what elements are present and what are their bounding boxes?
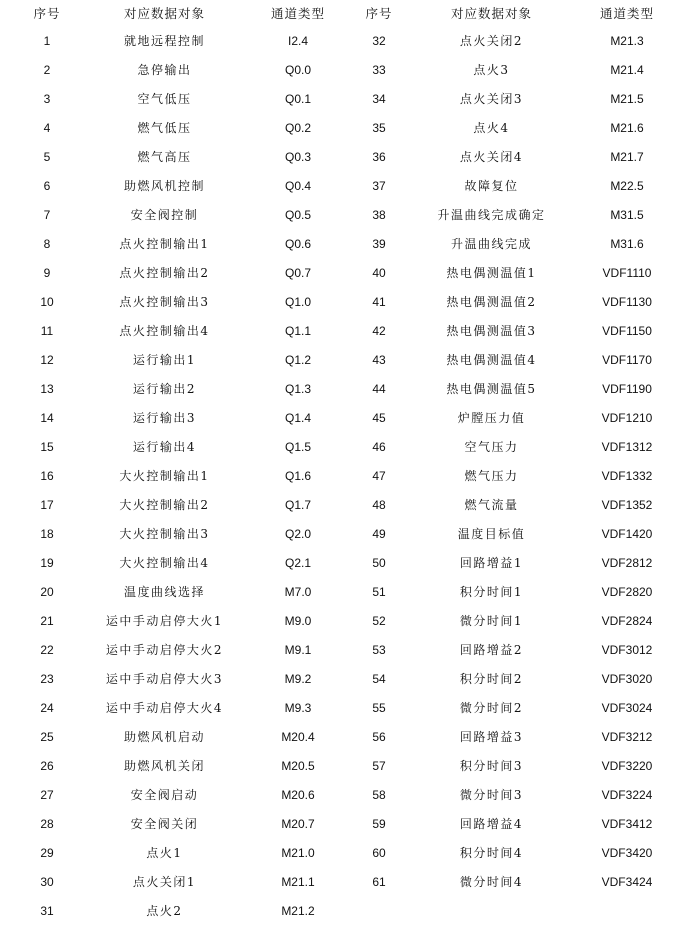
- table-row: [12, 635, 680, 664]
- cell-channel-2: VDF1332: [601, 468, 653, 483]
- cell-object: 运中手动启停大火3: [105, 672, 224, 686]
- cell-object: 点火控制输出3: [119, 295, 210, 309]
- cell-index: 25: [40, 729, 54, 744]
- cell-object: 助燃风机控制: [123, 179, 205, 193]
- cell-object: 助燃风机关闭: [123, 759, 205, 773]
- cell-channel-2: [574, 896, 680, 925]
- table-row: [12, 722, 680, 751]
- header-object-2: 对应数据对象: [450, 6, 532, 21]
- cell-object-2: 积分时间2: [459, 672, 524, 686]
- table-row: [12, 519, 680, 548]
- cell-object-2: 微分时间3: [459, 788, 524, 802]
- cell-object-2: 微分时间2: [459, 701, 524, 715]
- cell-channel: M21.1: [281, 874, 315, 889]
- cell-channel-2: VDF1420: [601, 526, 653, 541]
- cell-channel-2: VDF1190: [602, 381, 652, 396]
- cell-index-2: 54: [372, 671, 386, 686]
- cell-object-2: 热电偶测温值4: [446, 353, 537, 367]
- cell-channel: Q2.0: [284, 526, 311, 541]
- cell-index-2: [349, 896, 409, 925]
- cell-index: 19: [40, 555, 54, 570]
- cell-object-2: 积分时间4: [459, 846, 524, 860]
- cell-channel-2: VDF2824: [601, 613, 653, 628]
- cell-index: 9: [43, 265, 51, 280]
- cell-object-2: [409, 896, 574, 925]
- cell-index: 16: [40, 468, 54, 483]
- cell-index: 10: [40, 294, 54, 309]
- cell-object-2: 燃气流量: [464, 498, 519, 512]
- cell-index-2: 35: [372, 120, 386, 135]
- cell-channel: Q0.1: [284, 91, 311, 106]
- cell-index: 17: [40, 497, 54, 512]
- cell-channel-2: VDF3412: [601, 816, 653, 831]
- cell-channel: M21.2: [281, 903, 315, 918]
- cell-object: 运行输出2: [132, 382, 197, 396]
- io-mapping-table: [12, 0, 680, 925]
- cell-index-2: 49: [372, 526, 386, 541]
- cell-channel: Q0.3: [284, 149, 311, 164]
- cell-object: 安全阀启动: [130, 788, 199, 802]
- cell-index: 4: [43, 120, 51, 135]
- cell-channel: Q1.0: [284, 294, 311, 309]
- cell-index-2: 37: [372, 178, 386, 193]
- cell-channel-2: M21.7: [610, 149, 644, 164]
- cell-object-2: 回路增益3: [459, 730, 524, 744]
- cell-index-2: 33: [372, 62, 386, 77]
- cell-channel-2: M31.6: [610, 236, 644, 251]
- table-row: [12, 200, 680, 229]
- cell-index-2: 61: [372, 874, 386, 889]
- cell-channel-2: M21.6: [610, 120, 644, 135]
- cell-channel: M20.5: [281, 758, 315, 773]
- table-row: [12, 461, 680, 490]
- cell-index-2: 32: [372, 33, 386, 48]
- cell-index: 20: [40, 584, 54, 599]
- cell-channel: Q0.2: [284, 120, 311, 135]
- cell-index: 3: [43, 91, 51, 106]
- cell-object: 点火关闭1: [132, 875, 197, 889]
- cell-channel-2: VDF2812: [601, 555, 653, 570]
- cell-object: 空气低压: [137, 92, 192, 106]
- header-index-2: 序号: [365, 6, 393, 21]
- cell-channel-2: VDF3212: [601, 729, 653, 744]
- cell-index: 15: [40, 439, 54, 454]
- table-row: [12, 548, 680, 577]
- cell-index: 8: [43, 236, 51, 251]
- cell-index: 5: [43, 149, 51, 164]
- table-row: [12, 287, 680, 316]
- cell-channel-2: VDF1130: [602, 294, 652, 309]
- cell-index: 14: [40, 410, 54, 425]
- table-row: [12, 26, 680, 55]
- cell-object-2: 积分时间3: [459, 759, 524, 773]
- table-row: [12, 664, 680, 693]
- cell-object: 大火控制输出2: [119, 498, 210, 512]
- cell-index-2: 58: [372, 787, 386, 802]
- cell-index: 22: [40, 642, 54, 657]
- table-row: [12, 432, 680, 461]
- table-row: [12, 809, 680, 838]
- cell-channel: Q2.1: [284, 555, 311, 570]
- cell-object-2: 点火关闭4: [459, 150, 524, 164]
- cell-channel: Q1.6: [284, 468, 311, 483]
- cell-index-2: 55: [372, 700, 386, 715]
- cell-object-2: 故障复位: [464, 179, 519, 193]
- cell-object-2: 积分时间1: [459, 585, 524, 599]
- cell-channel: Q0.0: [284, 62, 311, 77]
- cell-index-2: 56: [372, 729, 386, 744]
- cell-index: 30: [40, 874, 54, 889]
- table-row: [12, 867, 680, 896]
- cell-object-2: 升温曲线完成: [450, 237, 532, 251]
- cell-object: 助燃风机启动: [123, 730, 205, 744]
- cell-index: 18: [40, 526, 54, 541]
- cell-object-2: 热电偶测温值5: [446, 382, 537, 396]
- cell-object: 安全阀关闭: [130, 817, 199, 831]
- table-row: [12, 606, 680, 635]
- cell-object: 安全阀控制: [130, 208, 199, 222]
- cell-index: 23: [40, 671, 54, 686]
- cell-channel-2: VDF2820: [601, 584, 653, 599]
- table-row: [12, 896, 680, 925]
- cell-index: 28: [40, 816, 54, 831]
- cell-channel-2: VDF3220: [601, 758, 653, 773]
- cell-index-2: 45: [372, 410, 386, 425]
- table-row: [12, 403, 680, 432]
- cell-channel: Q1.3: [284, 381, 311, 396]
- cell-index: 27: [40, 787, 54, 802]
- cell-index-2: 43: [372, 352, 386, 367]
- cell-object-2: 微分时间1: [459, 614, 524, 628]
- cell-channel-2: VDF1110: [602, 265, 652, 280]
- table-row: [12, 84, 680, 113]
- table-row: [12, 55, 680, 84]
- cell-object: 点火控制输出2: [119, 266, 210, 280]
- cell-channel: Q1.7: [284, 497, 311, 512]
- table-row: [12, 490, 680, 519]
- cell-index-2: 48: [372, 497, 386, 512]
- table-row: [12, 693, 680, 722]
- cell-channel-2: VDF3020: [601, 671, 653, 686]
- table-header-row: [12, 0, 680, 26]
- cell-channel: Q1.1: [284, 323, 311, 338]
- cell-object-2: 回路增益2: [459, 643, 524, 657]
- cell-object: 运中手动启停大火1: [105, 614, 224, 628]
- cell-channel: Q0.7: [284, 265, 311, 280]
- cell-index-2: 40: [372, 265, 386, 280]
- cell-channel-2: VDF1312: [601, 439, 653, 454]
- cell-index-2: 51: [372, 584, 386, 599]
- cell-object-2: 空气压力: [464, 440, 519, 454]
- header-object: 对应数据对象: [123, 6, 205, 21]
- cell-index-2: 46: [372, 439, 386, 454]
- cell-index: 24: [40, 700, 54, 715]
- cell-index-2: 42: [372, 323, 386, 338]
- cell-object: 点火控制输出1: [119, 237, 210, 251]
- cell-index: 2: [43, 62, 51, 77]
- cell-channel-2: VDF3224: [601, 787, 653, 802]
- cell-channel: Q0.5: [284, 207, 311, 222]
- cell-channel-2: VDF3024: [601, 700, 653, 715]
- cell-channel-2: VDF1210: [601, 410, 653, 425]
- cell-object-2: 点火关闭3: [459, 92, 524, 106]
- header-channel-2: 通道类型: [599, 6, 654, 21]
- cell-index: 21: [40, 613, 54, 628]
- table-row: [12, 316, 680, 345]
- table-row: [12, 229, 680, 258]
- cell-channel-2: VDF3424: [601, 874, 653, 889]
- table-row: [12, 171, 680, 200]
- cell-object-2: 点火关闭2: [459, 34, 524, 48]
- cell-object-2: 回路增益4: [459, 817, 524, 831]
- cell-index: 12: [40, 352, 54, 367]
- cell-channel-2: VDF3420: [601, 845, 653, 860]
- cell-index: 13: [40, 381, 54, 396]
- cell-channel-2: M31.5: [610, 207, 644, 222]
- cell-index: 26: [40, 758, 54, 773]
- cell-index-2: 34: [372, 91, 386, 106]
- cell-index-2: 59: [372, 816, 386, 831]
- cell-index-2: 50: [372, 555, 386, 570]
- cell-object: 大火控制输出3: [119, 527, 210, 541]
- cell-channel-2: M22.5: [610, 178, 644, 193]
- cell-object-2: 炉膛压力值: [457, 411, 526, 425]
- cell-channel: Q1.5: [284, 439, 311, 454]
- cell-object-2: 点火4: [473, 121, 510, 135]
- cell-index: 31: [40, 903, 54, 918]
- cell-channel: Q1.4: [284, 410, 311, 425]
- cell-index-2: 52: [372, 613, 386, 628]
- cell-channel: Q1.2: [284, 352, 311, 367]
- cell-channel-2: M21.5: [610, 91, 644, 106]
- cell-index-2: 60: [372, 845, 386, 860]
- cell-index: 29: [40, 845, 54, 860]
- cell-object-2: 回路增益1: [459, 556, 524, 570]
- header-index: 序号: [33, 6, 61, 21]
- cell-channel: M21.0: [281, 845, 315, 860]
- header-channel: 通道类型: [270, 6, 325, 21]
- table-row: [12, 258, 680, 287]
- cell-channel: M9.2: [284, 671, 312, 686]
- cell-object: 温度曲线选择: [123, 585, 205, 599]
- cell-channel-2: VDF1352: [601, 497, 653, 512]
- cell-object: 运行输出3: [132, 411, 197, 425]
- cell-object-2: 点火3: [473, 63, 510, 77]
- table-row: [12, 780, 680, 809]
- cell-object: 点火2: [146, 904, 183, 918]
- cell-object: 急停输出: [137, 63, 192, 77]
- cell-index-2: 53: [372, 642, 386, 657]
- table-row: [12, 345, 680, 374]
- cell-channel: M20.4: [281, 729, 315, 744]
- table-row: [12, 838, 680, 867]
- cell-channel: M9.0: [284, 613, 312, 628]
- cell-channel: M7.0: [284, 584, 312, 599]
- cell-channel: M9.3: [284, 700, 312, 715]
- cell-channel-2: M21.4: [610, 62, 644, 77]
- cell-channel: Q0.4: [284, 178, 311, 193]
- cell-index: 1: [43, 33, 51, 48]
- table-row: [12, 142, 680, 171]
- cell-channel-2: M21.3: [610, 33, 644, 48]
- cell-index: 7: [43, 207, 51, 222]
- cell-object: 运中手动启停大火4: [105, 701, 224, 715]
- cell-object-2: 微分时间4: [459, 875, 524, 889]
- cell-object: 运行输出4: [132, 440, 197, 454]
- cell-index-2: 39: [372, 236, 386, 251]
- table-row: [12, 374, 680, 403]
- cell-index-2: 57: [372, 758, 386, 773]
- cell-index-2: 36: [372, 149, 386, 164]
- cell-object: 运中手动启停大火2: [105, 643, 224, 657]
- cell-channel: M20.7: [281, 816, 315, 831]
- cell-index-2: 38: [372, 207, 386, 222]
- cell-channel-2: VDF1170: [602, 352, 652, 367]
- cell-channel: Q0.6: [284, 236, 311, 251]
- cell-channel: I2.4: [287, 33, 308, 48]
- table-row: [12, 577, 680, 606]
- cell-channel-2: VDF1150: [602, 323, 652, 338]
- cell-object: 就地远程控制: [123, 34, 205, 48]
- cell-object: 点火控制输出4: [119, 324, 210, 338]
- cell-index: 6: [43, 178, 51, 193]
- cell-index-2: 44: [372, 381, 386, 396]
- cell-object-2: 燃气压力: [464, 469, 519, 483]
- cell-object-2: 温度目标值: [457, 527, 526, 541]
- cell-object-2: 热电偶测温值2: [446, 295, 537, 309]
- cell-object: 大火控制输出1: [119, 469, 210, 483]
- cell-object: 大火控制输出4: [119, 556, 210, 570]
- cell-object: 燃气高压: [137, 150, 192, 164]
- table-row: [12, 113, 680, 142]
- table-body: [12, 26, 680, 925]
- cell-object-2: 升温曲线完成确定: [437, 208, 546, 222]
- cell-channel: M20.6: [281, 787, 315, 802]
- cell-channel-2: VDF3012: [601, 642, 653, 657]
- cell-object: 运行输出1: [132, 353, 197, 367]
- cell-index: 11: [40, 323, 54, 338]
- cell-object-2: 热电偶测温值3: [446, 324, 537, 338]
- cell-object: 燃气低压: [137, 121, 192, 135]
- cell-index-2: 47: [372, 468, 386, 483]
- cell-object: 点火1: [146, 846, 183, 860]
- cell-channel: M9.1: [284, 642, 312, 657]
- cell-index-2: 41: [372, 294, 386, 309]
- table-row: [12, 751, 680, 780]
- cell-object-2: 热电偶测温值1: [446, 266, 537, 280]
